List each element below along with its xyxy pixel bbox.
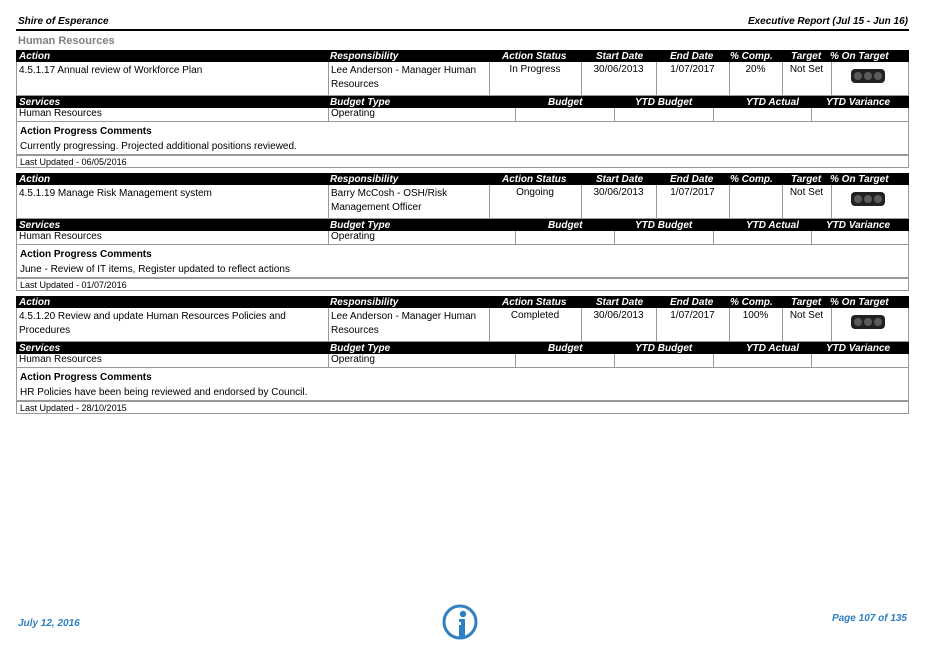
action-name-cont: Procedures	[19, 325, 71, 336]
start-date: 30/06/2013	[593, 64, 644, 75]
header-rule	[16, 29, 909, 31]
col-on-target: % On Target	[830, 297, 889, 308]
service-row	[16, 354, 909, 368]
report-title: Executive Report (Jul 15 - Jun 16)	[747, 16, 908, 27]
col-ytd-variance: YTD Variance	[826, 97, 891, 108]
col-comp: % Comp.	[730, 51, 773, 62]
responsibility: Lee Anderson - Manager Human	[331, 311, 477, 322]
col-action-status: Action Status	[502, 297, 567, 308]
footer-date: July 12, 2016	[18, 618, 80, 629]
col-start-date: Start Date	[596, 51, 644, 62]
col-start-date: Start Date	[596, 297, 644, 308]
service-row	[16, 231, 909, 245]
col-action-status: Action Status	[502, 174, 567, 185]
responsibility-cont: Resources	[331, 325, 379, 336]
comments-box	[16, 368, 909, 401]
action-name: 4.5.1.19 Manage Risk Management system	[19, 188, 212, 199]
comment-text: HR Policies have been being reviewed and endorsed by Council.	[20, 387, 308, 398]
col-on-target: % On Target	[830, 174, 889, 185]
traffic-light-icon	[851, 315, 885, 329]
action-header-bar	[16, 296, 909, 308]
col-services: Services	[19, 343, 61, 354]
section-title: Human Resources	[18, 35, 115, 47]
col-comp: % Comp.	[730, 297, 773, 308]
col-budget: Budget	[548, 220, 583, 231]
action-header-bar	[16, 173, 909, 185]
footer-page: Page 107 of 135	[831, 613, 907, 624]
col-budget: Budget	[548, 97, 583, 108]
col-ytd-variance: YTD Variance	[826, 343, 891, 354]
action-name: 4.5.1.20 Review and update Human Resources Policies and	[19, 311, 286, 322]
col-ytd-variance: YTD Variance	[826, 220, 891, 231]
col-ytd-budget: YTD Budget	[635, 220, 693, 231]
end-date: 1/07/2017	[670, 64, 715, 75]
traffic-light-icon	[851, 192, 885, 206]
col-action: Action	[19, 174, 51, 185]
col-target: Target	[791, 297, 822, 308]
service-row	[16, 108, 909, 122]
col-target: Target	[791, 174, 822, 185]
responsibility: Lee Anderson - Manager Human	[331, 65, 477, 76]
responsibility-cont: Management Officer	[331, 202, 422, 213]
col-budget-type: Budget Type	[330, 220, 391, 231]
col-action-status: Action Status	[502, 51, 567, 62]
end-date: 1/07/2017	[670, 187, 715, 198]
action-block	[16, 173, 909, 291]
traffic-light-icon	[851, 69, 885, 83]
target-value: Not Set	[789, 64, 824, 75]
col-end-date: End Date	[670, 51, 714, 62]
comment-text: June - Review of IT items, Register updated to reflect actions	[20, 264, 290, 275]
col-ytd-actual: YTD Actual	[746, 220, 799, 231]
service-name: Human Resources	[19, 108, 102, 119]
start-date: 30/06/2013	[593, 310, 644, 321]
action-block	[16, 50, 909, 168]
col-start-date: Start Date	[596, 174, 644, 185]
action-row	[16, 62, 909, 96]
logo-icon	[440, 604, 480, 640]
col-ytd-actual: YTD Actual	[746, 97, 799, 108]
col-responsibility: Responsibility	[330, 174, 399, 185]
services-header-bar	[16, 96, 909, 108]
budget-type: Operating	[331, 354, 375, 365]
action-status: Ongoing	[516, 187, 554, 198]
col-services: Services	[19, 220, 61, 231]
start-date: 30/06/2013	[593, 187, 644, 198]
col-budget-type: Budget Type	[330, 343, 391, 354]
col-responsibility: Responsibility	[330, 51, 399, 62]
col-ytd-budget: YTD Budget	[635, 343, 693, 354]
col-on-target: % On Target	[830, 51, 889, 62]
action-status: In Progress	[509, 64, 561, 75]
col-end-date: End Date	[670, 174, 714, 185]
col-comp: % Comp.	[730, 174, 773, 185]
last-updated	[16, 155, 909, 168]
col-budget: Budget	[548, 343, 583, 354]
comments-box	[16, 245, 909, 278]
col-responsibility: Responsibility	[330, 297, 399, 308]
action-block	[16, 296, 909, 414]
comments-label: Action Progress Comments	[20, 372, 152, 383]
budget-type: Operating	[331, 108, 375, 119]
action-status: Completed	[510, 310, 560, 321]
last-updated	[16, 278, 909, 291]
comp-value: 100%	[742, 310, 769, 321]
target-value: Not Set	[789, 187, 824, 198]
last-updated	[16, 401, 909, 414]
comments-label: Action Progress Comments	[20, 126, 152, 137]
last-updated-text: Last Updated - 01/07/2016	[20, 280, 127, 290]
end-date: 1/07/2017	[670, 310, 715, 321]
action-name: 4.5.1.17 Annual review of Workforce Plan	[19, 65, 203, 76]
col-target: Target	[791, 51, 822, 62]
col-ytd-actual: YTD Actual	[746, 343, 799, 354]
col-services: Services	[19, 97, 61, 108]
col-end-date: End Date	[670, 297, 714, 308]
last-updated-text: Last Updated - 06/05/2016	[20, 157, 127, 167]
last-updated-text: Last Updated - 28/10/2015	[20, 403, 127, 413]
col-ytd-budget: YTD Budget	[635, 97, 693, 108]
col-action: Action	[19, 297, 51, 308]
action-row	[16, 185, 909, 219]
responsibility-cont: Resources	[331, 79, 379, 90]
comments-label: Action Progress Comments	[20, 249, 152, 260]
budget-type: Operating	[331, 231, 375, 242]
services-header-bar	[16, 219, 909, 231]
action-header-bar	[16, 50, 909, 62]
comment-text: Currently progressing. Projected additional positions reviewed.	[20, 141, 297, 152]
service-name: Human Resources	[19, 354, 102, 365]
action-row	[16, 308, 909, 342]
org-name: Shire of Esperance	[18, 16, 109, 27]
comp-value: 20%	[745, 64, 766, 75]
target-value: Not Set	[789, 310, 824, 321]
service-name: Human Resources	[19, 231, 102, 242]
comments-box	[16, 122, 909, 155]
responsibility: Barry McCosh - OSH/Risk	[331, 188, 448, 199]
col-action: Action	[19, 51, 51, 62]
services-header-bar	[16, 342, 909, 354]
col-budget-type: Budget Type	[330, 97, 391, 108]
